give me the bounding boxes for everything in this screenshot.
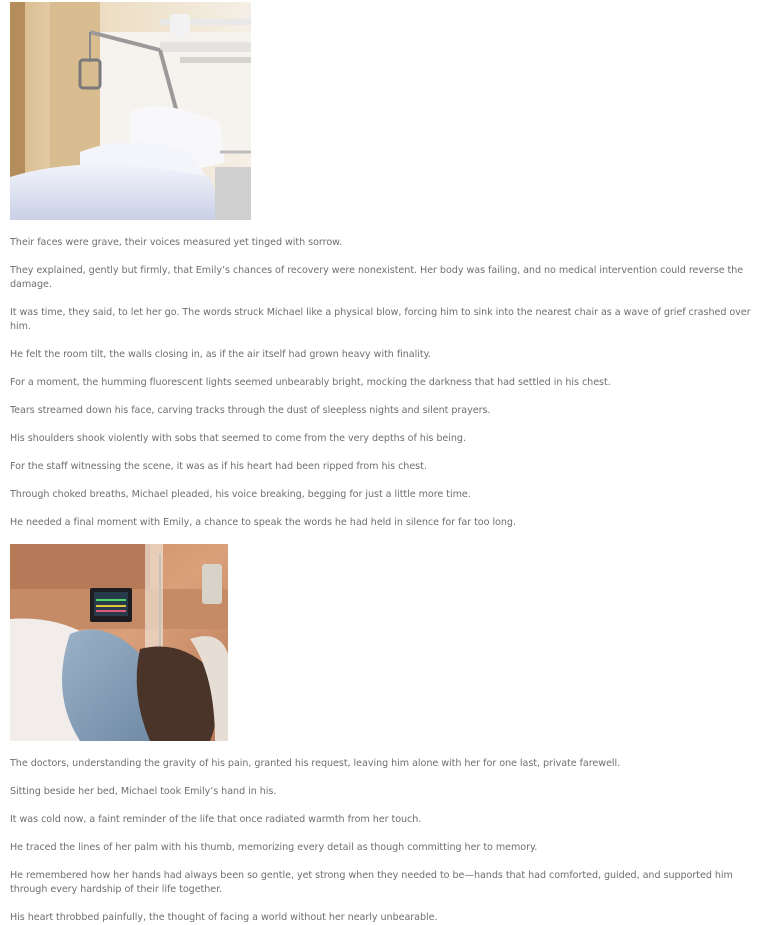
paragraph: For the staff witnessing the scene, it was as if his heart had been ripped from his chest. xyxy=(10,461,427,472)
paragraph: Their faces were grave, their voices measured yet tinged with sorrow. xyxy=(10,237,343,248)
paragraph: His shoulders shook violently with sobs that seemed to come from the very depths of his being. xyxy=(10,433,466,444)
patient-in-bed-photo xyxy=(10,544,228,741)
paragraph: They explained, gently but firmly, that Emily’s chances of recovery were nonexistent. Her body was failing, and no medical intervention could reverse the damage. xyxy=(10,265,744,290)
paragraph: He needed a final moment with Emily, a chance to speak the words he had held in silence for far too long. xyxy=(10,517,516,528)
paragraph: It was cold now, a faint reminder of the life that once radiated warmth from her touch. xyxy=(10,814,422,825)
paragraph: He traced the lines of her palm with his thumb, memorizing every detail as though committing her to memory. xyxy=(10,842,538,853)
paragraph: He felt the room tilt, the walls closing in, as if the air itself had grown heavy with finality. xyxy=(10,349,431,360)
article-body xyxy=(10,2,766,925)
paragraph: His heart throbbed painfully, the thought of facing a world without her nearly unbearable. xyxy=(10,912,438,923)
paragraph: It was time, they said, to let her go. The words struck Michael like a physical blow, forcing him to sink into the nearest chair as a wave of grief crashed over him. xyxy=(10,307,751,332)
paragraph: He remembered how her hands had always been so gentle, yet strong when they needed to be—hands that had comforted, guided, and supported him through every hardship of their life together. xyxy=(10,870,733,895)
paragraph: Tears streamed down his face, carving tracks through the dust of sleepless nights and silent prayers. xyxy=(10,405,491,416)
hospital-bed-photo xyxy=(10,2,251,220)
paragraph: Sitting beside her bed, Michael took Emily’s hand in his. xyxy=(10,786,277,797)
paragraph: The doctors, understanding the gravity of his pain, granted his request, leaving him alone with her for one last, private farewell. xyxy=(10,758,621,769)
paragraph: Through choked breaths, Michael pleaded, his voice breaking, begging for just a little more time. xyxy=(10,489,471,500)
paragraph: For a moment, the humming fluorescent lights seemed unbearably bright, mocking the darkness that had settled in his chest. xyxy=(10,377,611,388)
